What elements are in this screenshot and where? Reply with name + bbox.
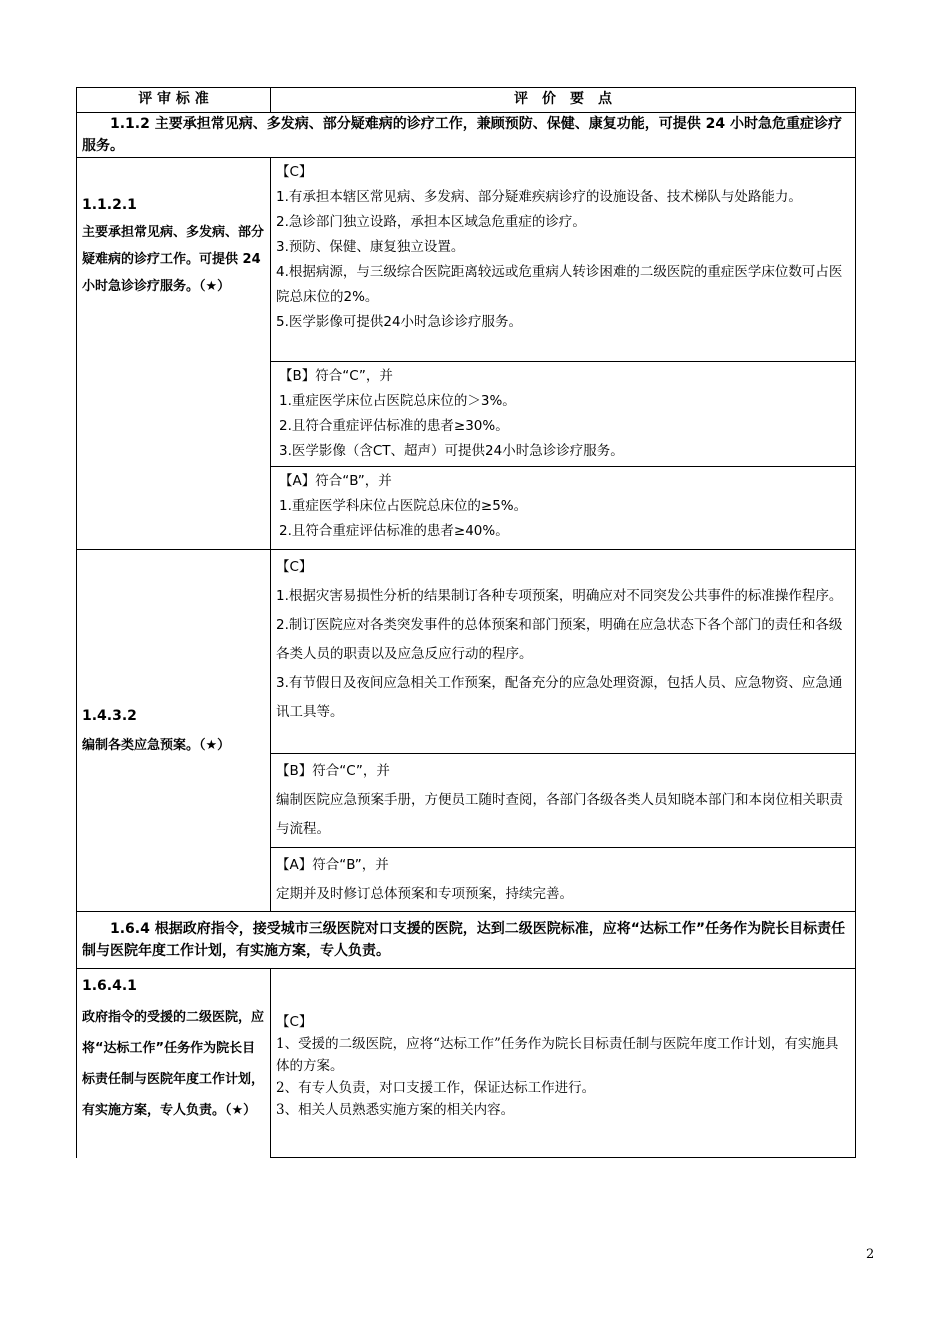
list-item: 1.重症医学科床位占医院总床位的≥5%。 (279, 498, 528, 514)
level-c-cell (271, 158, 856, 362)
list-item: 3.有节假日及夜间应急相关工作预案，配备充分的应急处理资源，包括人员、应急物资、应急通讯工具等。 (276, 675, 843, 720)
list-item: 定期并及时修订总体预案和专项预案，持续完善。 (276, 886, 573, 902)
level-c-cell (271, 550, 856, 754)
standard-code: 1.6.4.1 (82, 978, 137, 994)
table-row (77, 158, 856, 362)
level-a-cell (271, 467, 856, 550)
standard-code: 1.1.2.1 (82, 197, 137, 213)
level-c-title: 【C】 (276, 164, 313, 180)
level-c-title: 【C】 (276, 559, 313, 575)
list-item: 4.根据病源，与三级综合医院距离较远或危重病人转诊困难的二级医院的重症医学床位数可占医院总床位的2%。 (276, 264, 843, 305)
list-item: 编制医院应急预案手册，方便员工随时查阅，各部门各级各类人员知晓本部门和本岗位相关职责与流程。 (276, 792, 843, 837)
table-row (77, 969, 856, 1158)
list-item: 1.重症医学床位占医院总床位的＞3%。 (279, 393, 516, 409)
list-item: 2.且符合重症评估标准的患者≥40%。 (279, 523, 509, 539)
level-a-cell (271, 848, 856, 912)
list-item: 3.预防、保健、康复独立设置。 (276, 239, 465, 255)
standard-text: 政府指令的受援的二级医院，应将“达标工作”任务作为院长目标责任制与医院年度工作计划，有实施方案，专人负责。（★） (82, 1010, 265, 1118)
list-item: 1.根据灾害易损性分析的结果制订各种专项预案，明确应对不同突发公共事件的标准操作程序。 (276, 588, 843, 604)
standard-cell-1-1-2-1 (77, 158, 271, 550)
section-row-1-6-4 (77, 912, 856, 969)
list-item: 2、有专人负责，对口支援工作，保证达标工作进行。 (276, 1080, 596, 1096)
standard-cell-1-6-4-1 (77, 969, 271, 1158)
level-c-title: 【C】 (276, 1014, 313, 1030)
level-b-cell (271, 362, 856, 467)
standard-text: 主要承担常见病、多发病、部分疑难病的诊疗工作。可提供 24 小时急诊诊疗服务。（★） (82, 225, 265, 294)
standard-text: 编制各类应急预案。（★） (82, 737, 231, 753)
section-title-1-1-2: 1.1.2 主要承担常见病、多发病、部分疑难病的诊疗工作，兼顾预防、保健、康复功能，可提供 24 小时急危重症诊疗服务。 (82, 116, 842, 154)
standard-cell-1-4-3-2 (77, 550, 271, 912)
level-a-title: 【A】符合“B”，并 (279, 473, 392, 489)
page-number: 2 (866, 1247, 875, 1262)
list-item: 3.医学影像（含CT、超声）可提供24小时急诊诊疗服务。 (279, 443, 624, 459)
level-c-cell (271, 969, 856, 1158)
table-row (77, 550, 856, 754)
level-a-title: 【A】符合“B”，并 (276, 857, 389, 873)
list-item: 1.有承担本辖区常见病、多发病、部分疑难疾病诊疗的设施设备、技术梯队与处路能力。 (276, 189, 802, 205)
table-header-row (77, 88, 856, 113)
section-title-1-6-4: 1.6.4 根据政府指令，接受城市三级医院对口支援的医院，达到二级医院标准，应将“达标工作”任务作为院长目标责任制与医院年度工作计划，有实施方案，专人负责。 (82, 921, 846, 959)
list-item: 1、受援的二级医院，应将“达标工作”任务作为院长目标责任制与医院年度工作计划，有实施具体的方案。 (276, 1036, 839, 1074)
list-item: 3、相关人员熟悉实施方案的相关内容。 (276, 1102, 515, 1118)
level-b-title: 【B】符合“C”，并 (276, 763, 390, 779)
list-item: 5.医学影像可提供24小时急诊诊疗服务。 (276, 314, 523, 330)
header-points: 评 价 要 点 (271, 88, 856, 113)
evaluation-table (76, 87, 856, 1158)
list-item: 2.制订医院应对各类突发事件的总体预案和部门预案，明确在应急状态下各个部门的责任和各级各类人员的职责以及应急反应行动的程序。 (276, 617, 843, 662)
section-row-1-1-2 (77, 113, 856, 158)
standard-code: 1.4.3.2 (82, 707, 137, 724)
level-b-cell (271, 754, 856, 848)
header-standard: 评 审 标 准 (77, 88, 271, 113)
list-item: 2.且符合重症评估标准的患者≥30%。 (279, 418, 509, 434)
list-item: 2.急诊部门独立设路，承担本区域急危重症的诊疗。 (276, 214, 586, 230)
level-b-title: 【B】符合“C”，并 (279, 368, 393, 384)
